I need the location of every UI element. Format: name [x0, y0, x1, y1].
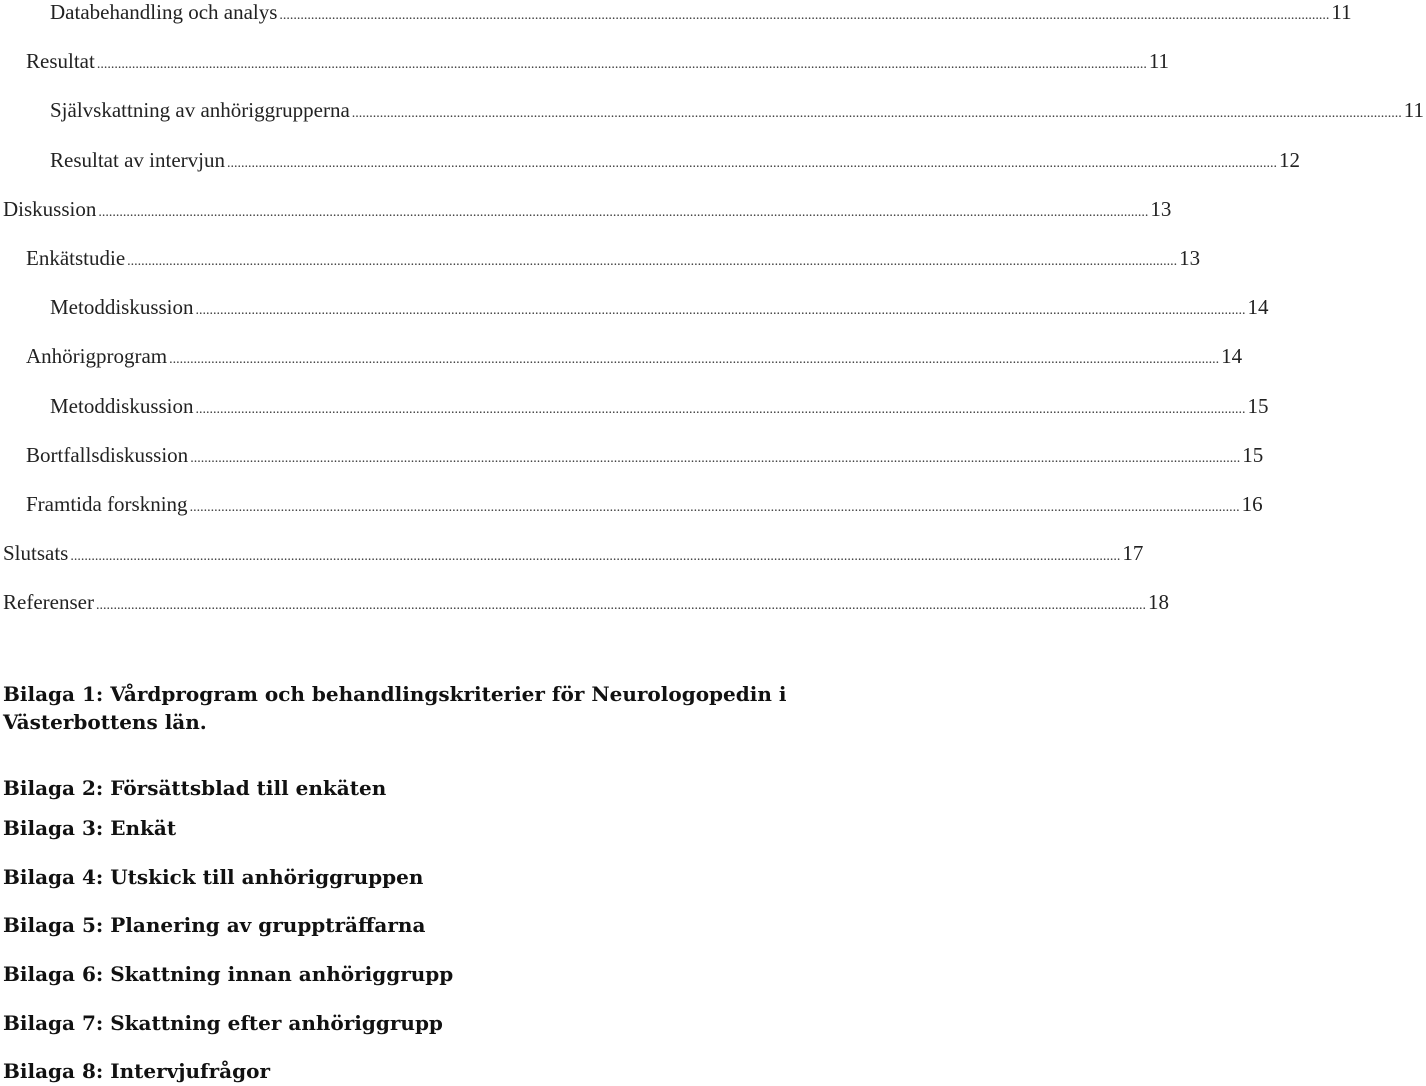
toc-entry[interactable] — [0, 393, 1269, 424]
toc-entry-page-number: 11 — [1403, 98, 1424, 123]
toc-entry[interactable] — [0, 590, 1169, 620]
toc-entry[interactable] — [0, 98, 1424, 128]
toc-entry-page-number: 17 — [1122, 541, 1144, 566]
toc-entry-page-number: 14 — [1247, 295, 1269, 320]
toc-dot-leader: ............................................................................................................................................................................................................................................................................................................ — [98, 204, 1149, 220]
toc-entry-page-number: 13 — [1179, 246, 1201, 270]
appendix-item: Bilaga 7: Skattning efter anhöriggrupp — [3, 1011, 443, 1035]
toc-entry-title: Diskussion — [3, 196, 97, 221]
toc-dot-leader: ............................................................................................................................................................................................................................................................................................................ — [226, 155, 1277, 171]
toc-entry-page-number: 15 — [1242, 442, 1264, 467]
appendix-item: Bilaga 5: Planering av gruppträffarna — [3, 913, 426, 937]
toc-entry[interactable] — [0, 246, 1201, 276]
toc-dot-leader: ............................................................................................................................................................................................................................................................................................................ — [195, 401, 1246, 417]
toc-dot-leader: ............................................................................................................................................................................................................................................................................................................ — [189, 500, 1240, 515]
appendix-item: Bilaga 6: Skattning innan anhöriggrupp — [3, 962, 454, 986]
toc-entry-title: Självskattning av anhöriggrupperna — [50, 98, 350, 123]
toc-dot-leader: ............................................................................................................................................................................................................................................................................................................ — [190, 450, 1241, 466]
toc-entry-title: Resultat — [26, 49, 95, 74]
toc-entry-page-number: 11 — [1331, 0, 1352, 24]
toc-entry-page-number: 13 — [1150, 196, 1172, 221]
appendix-item: Bilaga 2: Försättsblad till enkäten — [3, 776, 387, 800]
toc-entry-page-number: 11 — [1148, 49, 1170, 74]
appendix-item: Bilaga 1: Vårdprogram och behandlingskriterier för Neurologopedin i Västerbottens län. — [3, 682, 787, 734]
toc-entry[interactable] — [0, 295, 1269, 325]
toc-entry[interactable] — [0, 0, 1352, 30]
toc-entry-title: Framtida forskning — [26, 492, 188, 516]
toc-entry-title: Metoddiskussion — [50, 295, 194, 320]
toc-entry[interactable] — [0, 442, 1264, 473]
toc-entry-page-number: 14 — [1221, 344, 1243, 369]
toc-entry-title: Enkätstudie — [26, 246, 126, 270]
toc-dot-leader: ............................................................................................................................................................................................................................................................................................................ — [279, 8, 1330, 23]
toc-entry[interactable] — [0, 49, 1170, 79]
toc-dot-leader: ............................................................................................................................................................................................................................................................................................................ — [127, 254, 1178, 269]
toc-entry-title: Databehandling och analys — [50, 0, 278, 24]
toc-entry-title: Metoddiskussion — [50, 393, 194, 418]
toc-dot-leader: ............................................................................................................................................................................................................................................................................................................ — [169, 352, 1220, 368]
toc-entry-page-number: 12 — [1278, 147, 1300, 172]
toc-dot-leader: ............................................................................................................................................................................................................................................................................................................ — [95, 598, 1146, 614]
toc-entry-title: Bortfallsdiskussion — [26, 442, 189, 467]
toc-entry-title: Anhörigprogram — [26, 344, 168, 369]
toc-entry-title: Slutsats — [3, 541, 69, 566]
toc-entry[interactable] — [0, 541, 1144, 571]
toc-entry[interactable] — [0, 147, 1300, 178]
toc-entry-page-number: 16 — [1241, 492, 1263, 516]
toc-entry-page-number: 15 — [1247, 393, 1269, 418]
toc-entry-title: Referenser — [3, 590, 94, 615]
appendix-item: Bilaga 3: Enkät — [3, 816, 177, 840]
toc-entry-page-number: 18 — [1147, 590, 1169, 615]
toc-dot-leader: ............................................................................................................................................................................................................................................................................................................ — [195, 303, 1246, 319]
appendix-item: Bilaga 4: Utskick till anhöriggruppen — [3, 865, 424, 889]
toc-dot-leader: ............................................................................................................................................................................................................................................................................................................ — [96, 57, 1147, 73]
toc-entry[interactable] — [0, 196, 1172, 227]
toc-entry[interactable] — [0, 492, 1263, 522]
toc-entry[interactable] — [0, 344, 1243, 374]
appendix-item: Bilaga 8: Intervjufrågor — [3, 1059, 270, 1083]
toc-dot-leader: ............................................................................................................................................................................................................................................................................................................ — [70, 549, 1121, 565]
toc-entry-title: Resultat av intervjun — [50, 147, 225, 172]
toc-dot-leader: ............................................................................................................................................................................................................................................................................................................ — [351, 106, 1402, 122]
